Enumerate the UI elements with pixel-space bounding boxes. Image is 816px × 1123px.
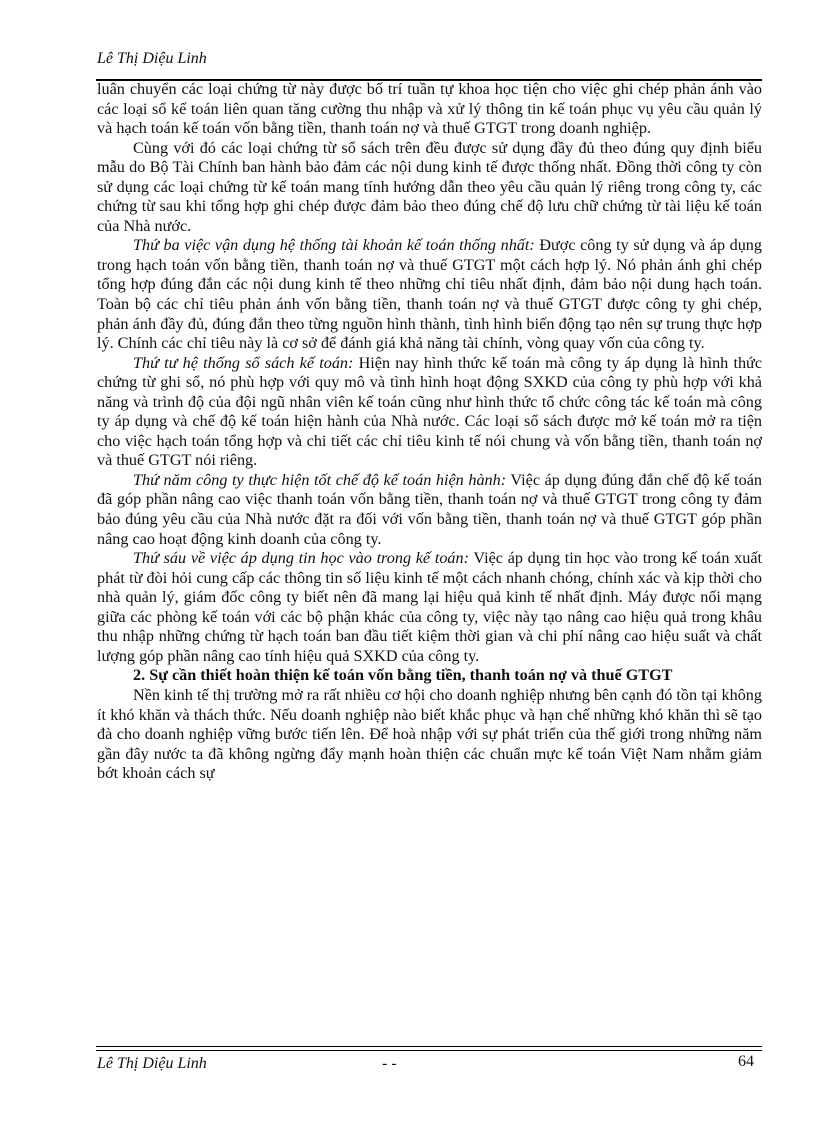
footer-dashes: - - <box>382 1055 397 1072</box>
paragraph-2: Cùng với đó các loại chứng từ sổ sách trên đều được sử dụng đầy đủ theo đúng quy định biểu mẫu do Bộ Tài Chính ban hành bảo đảm các nội dung kinh tế được thống nhất. Đồng thời công ty còn sử dụng các loại chứng từ kế toán mang tính hướng dẫn theo yêu cầu quản lý riêng trong công ty, các chứng từ sau khi tổng hợp ghi chép được đảm bảo theo đúng chế độ lưu chữ chứng từ tài liệu kế toán của Nhà nước. <box>97 138 762 235</box>
paragraph-1: luân chuyển các loại chứng từ này được bố trí tuần tự khoa học tiện cho việc ghi chép phản ánh vào các loại sổ kế toán liên quan tăng cường thu nhập và xử lý thông tin kế toán phục vụ yêu cầu quản lý và hạch toán kế toán vốn bằng tiền, thanh toán nợ và thuế GTGT trong doanh nghiệp. <box>97 80 762 138</box>
paragraph-6-lead: Thứ sáu về việc áp dụng tin học vào trong kế toán: <box>133 549 469 568</box>
page-number: 64 <box>738 1053 754 1070</box>
section-heading: 2. Sự cần thiết hoàn thiện kế toán vốn bằng tiền, thanh toán nợ và thuế GTGT <box>133 666 673 685</box>
paragraph-5-lead: Thứ năm công ty thực hiện tốt chế độ kế toán hiện hành: <box>133 470 507 489</box>
paragraph-5 <box>97 471 762 549</box>
paragraph-3-lead: Thứ ba việc vận dụng hệ thống tài khoản kế toán thống nhất: <box>133 236 535 255</box>
footer-author: Lê Thị Diệu Linh <box>97 1055 207 1072</box>
header-author: Lê Thị Diệu Linh <box>97 50 207 67</box>
paragraph-3 <box>97 236 762 353</box>
page-body <box>97 80 762 784</box>
paragraph-7: Nền kinh tế thị trường mở ra rất nhiều cơ hội cho doanh nghiệp nhưng bên cạnh đó tồn tại không ít khó khăn và thách thức. Nếu doanh nghiệp nào biết khắc phục và hạn chế những khó khăn thì sẽ tạo đà cho doanh nghiệp vững bước tiến lên. Để hoà nhập với sự phát triển của thế giới trong những năm gần đây nước ta đã không ngừng đẩy mạnh hoàn thiện các chuẩn mực kế toán Việt Nam nhằm giảm bớt khoản cách sự <box>97 685 762 783</box>
paragraph-4-lead: Thứ tư hệ thống sổ sách kế toán: <box>133 353 354 372</box>
paragraph-6-text: Việc áp dụng tin học vào trong kế toán xuất phát từ đòi hỏi cung cấp các thông tin số liệu kinh tế một cách nhanh chóng, chính xác và kịp thời cho nhà quản lý, giám đốc công ty biết nên đã mang lại hiệu quả kinh tế nhất định. Máy được nối mạng giữa các phòng kế toán với các bộ phận khác của công ty, việc này tạo nâng cao hiệu quả trong khâu thu nhập những chứng từ hạch toán ban đầu tiết kiệm thời gian và chi phí nâng cao hiệu suất và chất lượng góp phần nâng cao tính hiệu quả SXKD của công ty. <box>97 549 763 665</box>
paragraph-5-text: Việc áp dụng đúng đắn chế độ kế toán đã góp phần nâng cao việc thanh toán vốn bằng tiền, thanh toán nợ và thuế GTGT trong công ty đảm bảo đúng yêu cầu của Nhà nước đặt ra đối với vốn bằng tiền, thanh toán nợ và thuế GTGT góp phần nâng cao hoạt động kinh doanh của công ty. <box>97 470 762 548</box>
paragraph-6 <box>97 549 762 666</box>
footer-rule-top <box>96 1046 762 1047</box>
paragraph-3-text: Được công ty sử dụng và áp dụng trong hạch toán vốn bằng tiền, thanh toán nợ và thuế GTGT một cách hợp lý. Nó phản ánh ghi chép tổng hợp đúng đắn các nội dung kinh tế theo những chỉ tiêu nhất định, đảm bảo nội dung hạch toán. Toàn bộ các chỉ tiêu phản ánh vốn bằng tiền, thanh toán nợ và thuế GTGT được công ty ghi chép, phản ánh đầy đủ, đúng đắn theo từng nguồn hình thành, tình hình biến động tạo nên sự trung thực hợp lý. Chính các chỉ tiêu này là cơ sở để đánh giá khả năng tài chính, vòng quay vốn của công ty. <box>97 236 762 353</box>
paragraph-4 <box>97 354 762 471</box>
footer-rule-bottom <box>96 1050 762 1051</box>
paragraph-4-text: Hiện nay hình thức kế toán mà công ty áp dụng là hình thức chứng từ ghi sổ, nó phù hợp với quy mô và tình hình hoạt động SXKD của công ty phù hợp với khả năng và trình độ của đội ngũ nhân viên kế toán cũng như hình thức tổ chức công tác kế toán mà công ty áp dụng và chế độ kế toán hiện hành của Nhà nước. Các loại sổ sách được mở kế toán mở ra tiện cho việc hạch toán tổng hợp và chi tiết các chỉ tiêu kinh tế nói chung và vốn bằng tiền, thanh toán nợ và thuế GTGT nói riêng. <box>97 353 762 470</box>
